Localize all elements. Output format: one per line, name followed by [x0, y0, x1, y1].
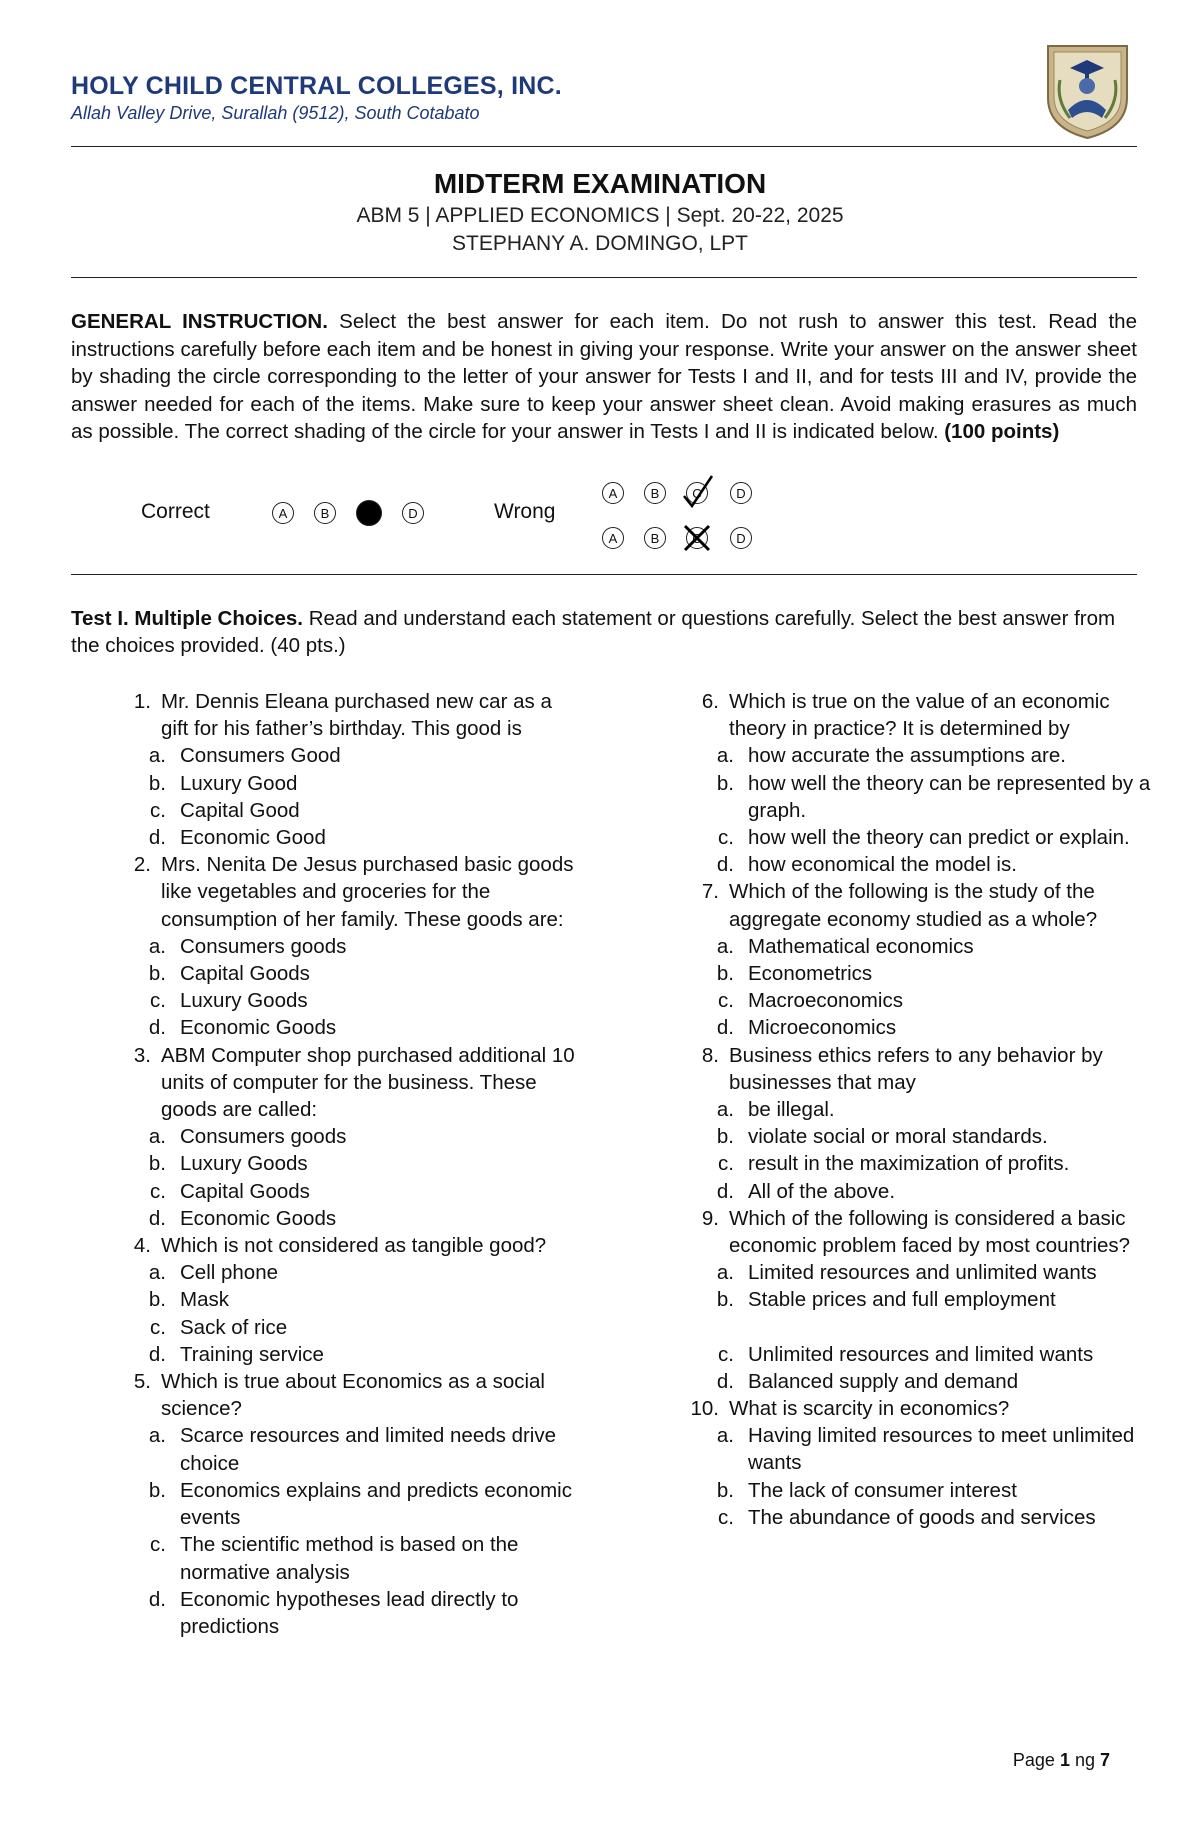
question-number: 2. [133, 853, 151, 877]
choice-text: Economic hypotheses lead directly to predictions [180, 1587, 519, 1638]
question-number: 3. [133, 1043, 151, 1067]
choice-letter: a. [716, 1261, 734, 1285]
choice-letter: d. [148, 1016, 166, 1040]
choice-text: Luxury Good [180, 771, 298, 795]
choice-letter: a. [148, 1261, 166, 1285]
correct-bubble-a: A [272, 502, 294, 524]
choice-item [118, 1477, 578, 1531]
choice-item [686, 1096, 1152, 1123]
choice-item [686, 933, 1152, 960]
choice-item [686, 742, 1152, 769]
choice-letter: b. [716, 1125, 734, 1149]
choice-letter: c. [150, 798, 166, 822]
choice-letter: d. [148, 1587, 166, 1611]
choice-text: Consumers Good [180, 744, 341, 768]
choice-text: Economic Goods [180, 1206, 337, 1230]
legend-wrong-label: Wrong [494, 500, 556, 523]
choice-item [686, 1504, 1152, 1531]
choice-item [118, 770, 578, 797]
choice-text: Training service [180, 1342, 324, 1366]
choice-item [686, 1477, 1152, 1504]
choice-letter: a. [148, 744, 166, 768]
choice-item [118, 1286, 578, 1313]
cross-mark-icon [682, 523, 712, 553]
choice-text: Luxury Goods [180, 1152, 308, 1176]
choice-item [686, 1341, 1152, 1368]
header-divider [71, 146, 1137, 147]
question-text: Which of the following is the study of the aggregate economy studied as a whole? [729, 880, 1098, 931]
question-item [686, 1395, 1152, 1531]
question-item [686, 688, 1152, 878]
choice-text: how accurate the assumptions are. [748, 744, 1066, 768]
choice-text: Economic Goods [180, 1016, 337, 1040]
legend-correct-label: Correct [141, 500, 210, 523]
choice-text: Scarce resources and limited needs drive choice [180, 1424, 557, 1475]
page-label: Page [1012, 1750, 1060, 1770]
choice-letter: c. [718, 1342, 734, 1366]
question-item [686, 1042, 1152, 1205]
choice-item [686, 851, 1152, 878]
wrong1-bubble-d: D [730, 482, 752, 504]
choice-item [118, 1314, 578, 1341]
choice-letter: c. [718, 1152, 734, 1176]
wrong1-bubble-a: A [602, 482, 624, 504]
choice-letter: d. [716, 1179, 734, 1203]
choice-text: Consumers goods [180, 934, 347, 958]
choice-item [686, 824, 1152, 851]
choice-text: Consumers goods [180, 1125, 347, 1149]
question-text: Which is not considered as tangible good? [161, 1234, 547, 1258]
choice-item [118, 1341, 578, 1368]
choice-letter: a. [716, 1098, 734, 1122]
choice-item [686, 1259, 1152, 1286]
question-text: Business ethics refers to any behavior by businesses that may [729, 1043, 1103, 1094]
legend-divider [71, 574, 1137, 575]
page-footer [1013, 1750, 1110, 1771]
question-text: Which of the following is considered a basic economic problem faced by most countries? [729, 1206, 1131, 1258]
instruction-label: GENERAL INSTRUCTION. [71, 310, 328, 333]
choice-text: Sack of rice [180, 1315, 288, 1339]
choice-letter: d. [716, 1016, 734, 1040]
choice-text: Luxury Goods [180, 989, 308, 1013]
question-item [118, 688, 578, 851]
choice-item [118, 1259, 578, 1286]
choice-item [686, 1123, 1152, 1150]
choice-text: Cell phone [180, 1261, 279, 1285]
page-total: 7 [1099, 1750, 1110, 1770]
choice-text: how well the theory can be represented by a graph. [748, 771, 1151, 822]
school-name: HOLY CHILD CENTRAL COLLEGES, INC. [71, 72, 562, 100]
choice-text: Econometrics [748, 962, 873, 986]
choice-item [118, 1205, 578, 1232]
choice-letter: a. [716, 744, 734, 768]
choice-item [686, 1178, 1152, 1205]
exam-subtitle: ABM 5 | APPLIED ECONOMICS | Sept. 20-22, 2025 [356, 204, 844, 227]
choice-text: Capital Good [180, 798, 300, 822]
choice-text: Capital Goods [180, 1179, 310, 1203]
question-number: 5. [133, 1370, 151, 1394]
questions-left-column [118, 688, 578, 1640]
question-item [118, 1232, 578, 1368]
choice-text: The scientific method is based on the normative analysis [180, 1533, 519, 1584]
question-number: 10. [690, 1397, 719, 1421]
choice-text: All of the above. [748, 1179, 896, 1203]
choice-text: Economic Good [180, 826, 326, 850]
correct-bubble-b: B [314, 502, 336, 524]
question-number: 9. [701, 1206, 719, 1230]
choice-text: Unlimited resources and limited wants [748, 1342, 1094, 1366]
choice-item [118, 1422, 578, 1476]
choice-item [118, 742, 578, 769]
question-text: ABM Computer shop purchased additional 10 units of computer for the business. These goods are called: [161, 1043, 575, 1122]
question-number: 6. [701, 690, 719, 713]
choice-item [118, 1531, 578, 1585]
choice-letter: d. [148, 1206, 166, 1230]
choice-letter: b. [148, 771, 166, 795]
choice-item [686, 1014, 1152, 1041]
choice-item [118, 1123, 578, 1150]
choice-item [118, 1014, 578, 1041]
wrong1-bubble-c: C [686, 482, 708, 504]
title-divider [71, 277, 1137, 278]
choice-item [118, 987, 578, 1014]
choice-item [118, 933, 578, 960]
choice-letter: d. [148, 826, 166, 850]
instruction-text: Select the best answer for each item. Do not rush to answer this test. Read the instructions carefully before each item and be honest in giving your response. Write your answer on the answer sheet by shading the circle corresponding to the letter of your answer for Tests I and II, and for tests III and IV, provide the answer needed for each of the items. Make sure to keep your answer sheet clean. Avoid making erasures as much as possible. The correct shading of the circle for your answer in Tests I and II is indicated below. [71, 310, 1137, 443]
choice-letter: b. [148, 962, 166, 986]
choice-letter: d. [148, 1342, 166, 1366]
choice-letter: b. [716, 1478, 734, 1502]
general-instruction [71, 308, 1137, 446]
choice-text: Limited resources and unlimited wants [748, 1261, 1097, 1285]
choice-item [686, 987, 1152, 1014]
choice-letter: d. [716, 853, 734, 877]
questions-right-column [686, 688, 1152, 1531]
choice-letter: a. [716, 934, 734, 958]
choice-text: violate social or moral standards. [748, 1125, 1048, 1149]
choice-item [686, 960, 1152, 987]
choice-item [118, 960, 578, 987]
choice-text: how economical the model is. [748, 853, 1017, 877]
choice-text: Mask [180, 1288, 229, 1312]
choice-item [118, 1178, 578, 1205]
page-number: 1 [1059, 1750, 1070, 1770]
choice-text: Capital Goods [180, 962, 310, 986]
choice-letter: c. [718, 1505, 734, 1529]
choice-letter: c. [150, 989, 166, 1013]
choice-text: The lack of consumer interest [748, 1478, 1017, 1502]
choice-text: Mathematical economics [748, 934, 974, 958]
question-text: Which is true on the value of an economic theory in practice? It is determined by [729, 690, 1110, 741]
wrong1-bubble-b: B [644, 482, 666, 504]
choice-item [686, 1150, 1152, 1177]
question-item [686, 1205, 1152, 1395]
choice-letter: c. [150, 1315, 166, 1339]
choice-letter: c. [150, 1533, 166, 1557]
exam-title: MIDTERM EXAMINATION [433, 168, 767, 199]
wrong2-bubble-c: C [686, 527, 708, 549]
test1-heading [71, 605, 1137, 659]
wrong2-bubble-b: B [644, 527, 666, 549]
question-item [118, 851, 578, 1041]
choice-letter: c. [150, 1179, 166, 1203]
choice-text: how well the theory can predict or explain. [748, 826, 1130, 850]
correct-bubble-filled [356, 500, 382, 526]
choice-text: Macroeconomics [748, 989, 903, 1013]
school-logo [1040, 40, 1135, 140]
correct-bubble-d: D [402, 502, 424, 524]
question-item [686, 878, 1152, 1041]
choice-text: Microeconomics [748, 1016, 897, 1040]
choice-item [118, 1586, 578, 1640]
choice-letter: b. [148, 1478, 166, 1502]
choice-text: Stable prices and full employment [748, 1288, 1056, 1312]
test1-text: Read and understand each statement or questions carefully. Select the best answer from the choices provided. (40 pts.) [71, 607, 1116, 657]
question-item [118, 1042, 578, 1232]
choice-item [118, 824, 578, 851]
choice-letter: c. [718, 826, 734, 850]
exam-teacher: STEPHANY A. DOMINGO, LPT [451, 232, 748, 255]
choice-letter: c. [718, 989, 734, 1013]
choice-letter: a. [716, 1424, 734, 1448]
question-text: What is scarcity in economics? [729, 1397, 1010, 1421]
page-of-label: ng [1069, 1750, 1100, 1770]
choice-letter: a. [148, 934, 166, 958]
choice-letter: d. [716, 1369, 734, 1393]
choice-letter: b. [716, 1288, 734, 1312]
choice-item [118, 797, 578, 824]
choice-item [118, 1150, 578, 1177]
choice-letter: b. [716, 771, 734, 795]
school-address: Allah Valley Drive, Surallah (9512), South Cotabato [71, 103, 480, 123]
choice-text: The abundance of goods and services [748, 1505, 1096, 1529]
question-number: 8. [701, 1043, 719, 1067]
choice-text: Economics explains and predicts economic events [180, 1478, 572, 1530]
check-mark-icon [680, 472, 716, 512]
choice-letter: a. [148, 1424, 166, 1448]
choice-letter: b. [148, 1152, 166, 1176]
choice-item [686, 1422, 1152, 1476]
choice-item [686, 770, 1152, 824]
choice-letter: b. [148, 1288, 166, 1312]
choice-text: Balanced supply and demand [748, 1369, 1019, 1393]
question-item [118, 1368, 578, 1640]
wrong2-bubble-d: D [730, 527, 752, 549]
question-text: Which is true about Economics as a social science? [161, 1370, 545, 1421]
choice-letter: b. [716, 962, 734, 986]
question-text: Mr. Dennis Eleana purchased new car as a gift for his father’s birthday. This good is [161, 690, 552, 741]
question-number: 7. [701, 880, 719, 904]
choice-text: be illegal. [748, 1098, 835, 1122]
wrong2-bubble-a: A [602, 527, 624, 549]
choice-text: Having limited resources to meet unlimited wants [748, 1424, 1135, 1475]
question-number: 4. [133, 1234, 151, 1258]
choice-letter: a. [148, 1125, 166, 1149]
instruction-points: (100 points) [944, 420, 1060, 443]
test1-label: Test I. Multiple Choices. [71, 607, 303, 630]
question-number: 1. [133, 690, 151, 713]
choice-item [686, 1286, 1152, 1313]
choice-text: result in the maximization of profits. [748, 1152, 1070, 1176]
choice-item [686, 1368, 1152, 1395]
question-text: Mrs. Nenita De Jesus purchased basic goods like vegetables and groceries for the consumption of her family. These goods are: [161, 853, 574, 931]
